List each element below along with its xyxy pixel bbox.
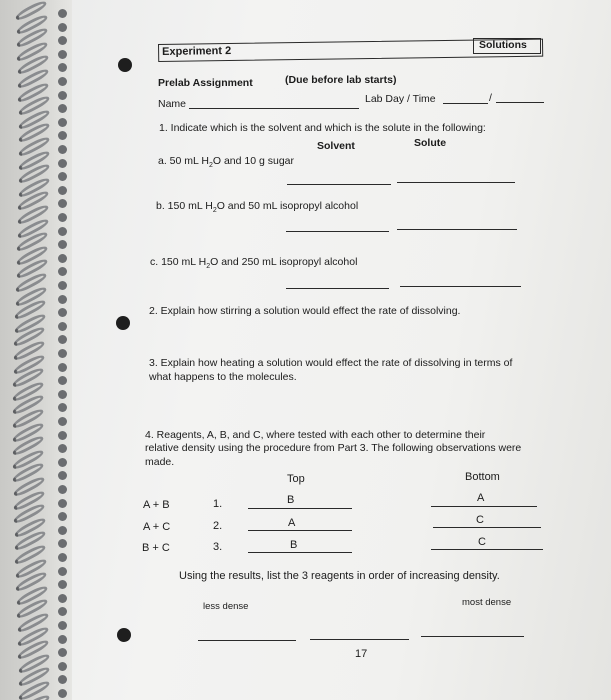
solutions-label: Solutions — [479, 39, 527, 51]
question-3-line-1: 3. Explain how heating a solution would effect the rate of dissolving in terms of — [149, 357, 513, 369]
page-number: 17 — [355, 648, 368, 660]
lab-day-slash: / — [489, 92, 492, 104]
binding-hole — [58, 240, 67, 249]
binding-hole — [58, 281, 67, 290]
row-bottom-line — [433, 527, 541, 528]
top-header: Top — [287, 473, 305, 485]
density-order-line-3 — [421, 636, 524, 637]
binding-hole — [58, 254, 67, 263]
binding-hole — [58, 77, 67, 86]
binding-hole — [58, 635, 67, 644]
row-bottom-answer: C — [476, 514, 484, 526]
binding-hole — [58, 172, 67, 181]
binding-hole — [58, 267, 67, 276]
question-1b: b. 150 mL $H_2O$ and 50 mL isopropyl alcohol — [156, 200, 359, 215]
binding-hole — [58, 539, 67, 548]
binding-hole — [58, 131, 67, 140]
binding-hole — [58, 675, 67, 684]
q1b-solute-line — [397, 229, 517, 230]
binding-hole — [58, 458, 67, 467]
question-1: 1. Indicate which is the solvent and which is the solute in the following: — [159, 122, 486, 134]
question-2: 2. Explain how stirring a solution would effect the rate of dissolving. — [149, 305, 461, 317]
binding-hole — [58, 227, 67, 236]
binding-hole — [58, 580, 67, 589]
density-order-line-1 — [198, 640, 296, 641]
binding-hole — [58, 471, 67, 480]
binding-hole — [58, 322, 67, 331]
binding-hole — [58, 9, 67, 18]
row-top-line — [248, 552, 352, 553]
binding-hole — [58, 390, 67, 399]
binding-hole — [58, 431, 67, 440]
solvent-header: Solvent — [317, 140, 355, 152]
name-label: Name — [158, 98, 187, 110]
binding-hole — [58, 662, 67, 671]
row-top-line — [248, 508, 352, 509]
row-top-answer: B — [290, 539, 298, 551]
binding-hole — [58, 23, 67, 32]
less-dense-label: less dense — [203, 601, 249, 612]
binding-hole — [58, 118, 67, 127]
row-top-answer: B — [287, 494, 295, 506]
row-top-answer: A — [288, 517, 296, 529]
question-4-line-2: relative density using the procedure from Part 3. The following observations were — [145, 442, 522, 454]
binding-hole — [58, 607, 67, 616]
q1a-solute-line — [397, 182, 515, 183]
binding-hole — [58, 335, 67, 344]
row-pair: B + C — [142, 542, 170, 554]
solute-header: Solute — [414, 137, 447, 149]
row-bottom-answer: A — [477, 492, 485, 504]
results-instruction: Using the results, list the 3 reagents in order of increasing density. — [179, 570, 500, 582]
row-bottom-answer: C — [478, 536, 486, 548]
binding-hole — [58, 689, 67, 698]
binding-hole — [58, 417, 67, 426]
bottom-header: Bottom — [465, 471, 500, 483]
binding-hole — [58, 512, 67, 521]
binding-hole — [58, 526, 67, 535]
binding-hole — [58, 295, 67, 304]
most-dense-label: most dense — [462, 597, 512, 608]
question-4-line-3: made. — [145, 456, 175, 468]
lab-day-line — [443, 103, 488, 104]
experiment-title: Experiment 2 — [162, 44, 232, 58]
row-pair: A + B — [143, 499, 170, 511]
solutions-label-box — [473, 38, 541, 54]
q1a-solvent-line — [287, 184, 391, 185]
binding-hole — [58, 621, 67, 630]
q1c-solute-line — [400, 286, 521, 287]
question-1c: c. 150 mL $H_2O$ and 250 mL isopropyl alcohol — [150, 256, 358, 271]
punch-hole-bottom — [117, 628, 131, 642]
prelab-title: Prelab Assignment — [158, 77, 253, 89]
spiral-binding — [0, 0, 72, 700]
row-bottom-line — [431, 506, 537, 507]
question-3-line-2: what happens to the molecules. — [149, 371, 297, 383]
row-number: 2. — [213, 520, 223, 532]
binding-hole — [58, 376, 67, 385]
question-4-line-1: 4. Reagents, A, B, and C, where tested with each other to determine their — [145, 429, 486, 441]
binding-hole — [58, 403, 67, 412]
name-line — [189, 108, 359, 109]
punch-hole-top — [118, 58, 132, 72]
binding-hole — [58, 499, 67, 508]
row-top-line — [248, 530, 352, 531]
binding-hole — [58, 36, 67, 45]
punch-hole-middle — [116, 316, 130, 330]
lab-time-line — [496, 102, 544, 103]
binding-hole — [58, 50, 67, 59]
lab-day-label: Lab Day / Time — [365, 93, 436, 105]
binding-hole — [58, 186, 67, 195]
binding-hole — [58, 594, 67, 603]
binding-hole — [58, 553, 67, 562]
binding-hole — [58, 648, 67, 657]
binding-hole — [58, 444, 67, 453]
binding-hole — [58, 145, 67, 154]
prelab-due: (Due before lab starts) — [285, 74, 397, 86]
row-number: 3. — [213, 541, 223, 553]
q1c-solvent-line — [286, 288, 389, 289]
binding-hole — [58, 308, 67, 317]
row-number: 1. — [213, 498, 223, 510]
binding-hole — [58, 349, 67, 358]
binding-hole — [58, 363, 67, 372]
binding-hole — [58, 485, 67, 494]
binding-hole — [58, 567, 67, 576]
binding-hole — [58, 199, 67, 208]
q1b-solvent-line — [286, 231, 389, 232]
binding-hole — [58, 63, 67, 72]
binding-hole — [58, 213, 67, 222]
question-1a: a. 50 mL $H_2O$ and 10 g sugar — [158, 155, 295, 170]
binding-hole — [58, 159, 67, 168]
row-pair: A + C — [143, 521, 171, 533]
density-order-line-2 — [310, 639, 409, 640]
binding-hole — [58, 91, 67, 100]
binding-hole — [58, 104, 67, 113]
row-bottom-line — [431, 549, 543, 550]
